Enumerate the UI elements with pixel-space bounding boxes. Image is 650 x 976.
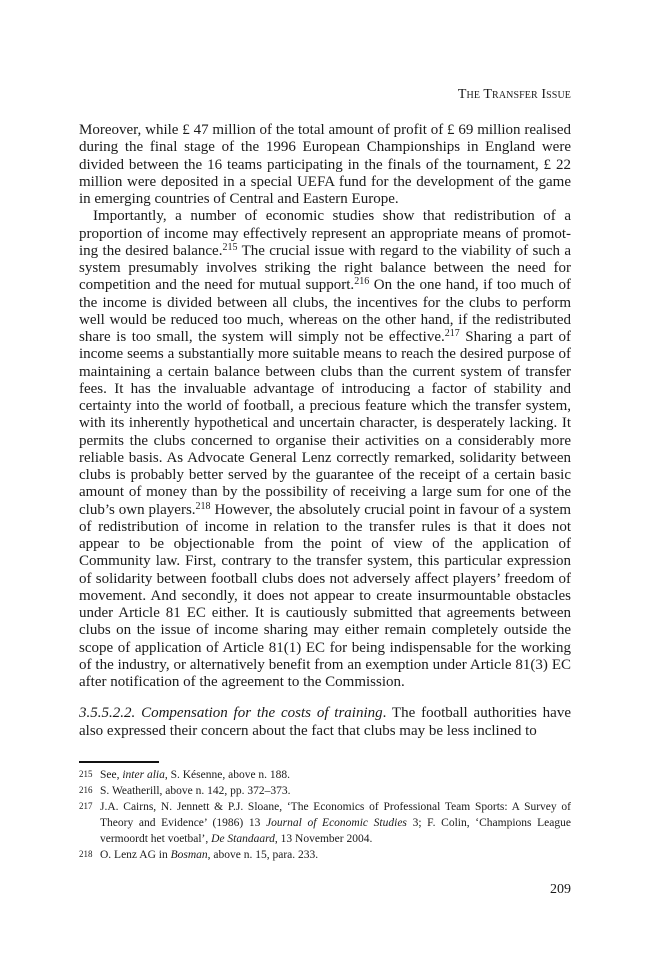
footnote-text: S. Weatherill, above n. 142, pp. 372–373. bbox=[100, 785, 291, 797]
paragraph bbox=[79, 208, 571, 691]
footnote-italic: inter alia bbox=[122, 769, 165, 781]
paragraph-text: Sharing a part of income seems a substantially more suitable means to reach the desired purpose of maintaining a certain balance between clubs than the current system of transfer fees. It has the invaluable advantage of introducing a factor of stability and certainty into the world of football, a precious feature which the transfer system, with its inherently hypothetical and uncertain character, is desperately lacking. It permits the clubs concerned to organise their activities on a considerably more reliable basis. As Advocate General Lenz correctly remarked, solidarity between clubs is probably better served by the guarantee of the receipt of a certain basic amount of money than by the possibility of receiving a large sum for one of the club’s own players. bbox=[79, 329, 572, 518]
footnote-text: , 13 November 2004. bbox=[274, 833, 373, 845]
footnote-ref[interactable]: 218 bbox=[195, 500, 211, 512]
paragraph-text: However, the absolutely crucial point in favour of a system of redistribution of income in relation to the transfer rules is that it does not appear to be objectionable from the point of view of the application of Community law. First, contrary to the transfer system, this particular expression of solidarity between football clubs does not adversely affect players’ freedom of movement. And secondly, it does not appear to create insurmountable obstacles under Article 81 EC either. It is cautiously submitted that agreements between clubs on the issue of income sharing may either remain completely outside the scope of application of Article 81(1) EC for being indispensable for the working of the industry, or alternatively benefit from an exemption under Article 81(3) EC after notification of the agreement to the Commission. bbox=[79, 501, 571, 690]
paragraph: Moreover, while £ 47 million of the total amount of profit of £ 69 million realised during the final stage of the 1996 European Championships in England were divided between the 16 teams participating in the finals of the tournament, £ 22 million were deposited in a special UEFA fund for the development of the game in emerging countries of Central and Eastern Europe. bbox=[79, 122, 571, 207]
footnote-number: 215 bbox=[79, 769, 93, 779]
footnote-italic: De Standaard bbox=[211, 833, 275, 845]
footnote-text: , above n. 15, para. 233. bbox=[207, 849, 319, 861]
footnote bbox=[79, 847, 571, 863]
footnotes bbox=[79, 767, 571, 863]
footnote-text: 3; F. Colin, ‘Champions League vermoordt het voetbal’, bbox=[100, 817, 571, 845]
paragraph-text: Importantly, a number of economic studies show that redistribution of a proportion of income may effectively represent an appropriate means of promoting the desired balance. bbox=[79, 208, 571, 259]
footnote bbox=[79, 783, 571, 799]
footnote-text: , S. Késenne, above n. 188. bbox=[164, 769, 291, 781]
paragraph-text: The football authorities have also expressed their concern about the fact that clubs may be less inclined to bbox=[79, 705, 571, 739]
footnote-ref[interactable]: 215 bbox=[222, 241, 238, 253]
footnote-italic: Bosman bbox=[170, 849, 208, 861]
footnote-italic: Journal of Economic Studies bbox=[266, 817, 407, 829]
footnote-text: See, bbox=[100, 769, 123, 781]
footnote-number: 216 bbox=[79, 785, 93, 795]
page-number: 209 bbox=[550, 882, 571, 897]
section-heading-punct: . bbox=[382, 705, 387, 722]
footnote-number: 217 bbox=[79, 801, 93, 811]
paragraph-text: The crucial issue with regard to the viability of such a system presumably involves striking the right balance between the need for competition and the need for mutual support. bbox=[79, 242, 571, 294]
footnote-ref[interactable]: 217 bbox=[444, 328, 460, 339]
section-paragraph bbox=[79, 705, 571, 740]
paragraph-text: On the one hand, if too much of the income is divided between all clubs, the incentives for the clubs to perform well would be reduced too much, whereas on the other hand, if the redistributed share is too small, the system will simply not be effective. bbox=[79, 277, 571, 345]
footnote-text: O. Lenz AG in bbox=[100, 849, 171, 861]
footnote-number: 218 bbox=[79, 849, 93, 859]
running-head: The Transfer Issue bbox=[457, 87, 571, 102]
body-text bbox=[79, 122, 571, 740]
footnote-text: J.A. Cairns, N. Jennett & P.J. Sloane, ‘The Economics of Professional Team Sports: A Survey of Theory and Evidence’ (1986) 13 bbox=[100, 801, 571, 829]
footnote bbox=[79, 767, 571, 783]
footnote-ref[interactable]: 216 bbox=[354, 276, 370, 288]
section-heading: 3.5.5.2.2. Compensation for the costs of training bbox=[79, 705, 383, 722]
footnote-divider bbox=[79, 761, 159, 763]
footnote bbox=[79, 799, 571, 847]
